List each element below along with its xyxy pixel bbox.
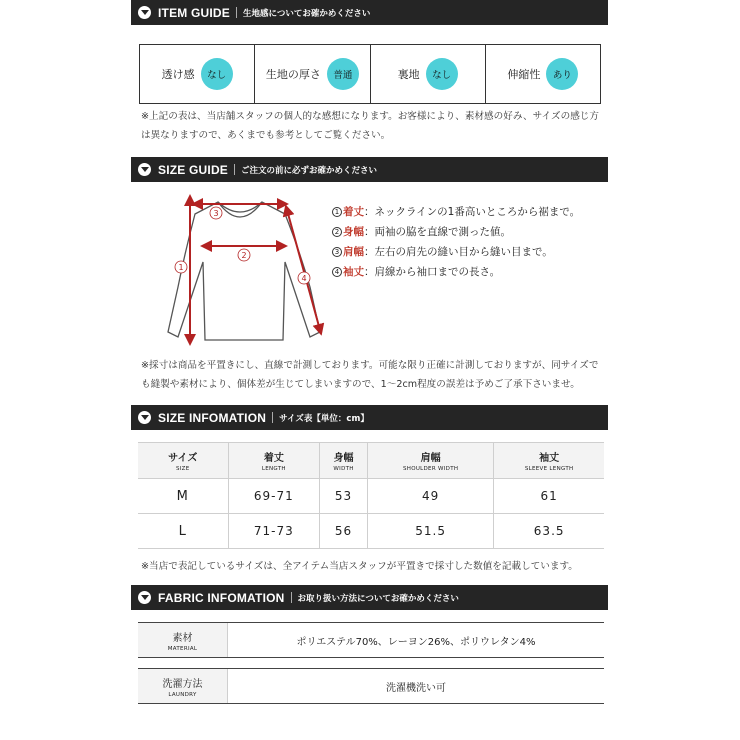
guide-cell-stretch (486, 45, 600, 103)
divider (234, 164, 235, 175)
legend-desc: ：両袖の脇を直線で測った値。 (364, 226, 511, 238)
chevron-down-icon (138, 591, 151, 604)
chevron-down-icon (138, 163, 151, 176)
section-title: ITEM GUIDE (158, 5, 231, 20)
table-row (138, 479, 604, 514)
guide-value-badge: なし (201, 58, 233, 90)
fabric-info-header (131, 585, 608, 610)
laundry-header: 洗濯方法 LAUNDRY (138, 669, 228, 703)
shoulder-cell: 51.5 (367, 514, 493, 549)
note-line: は異なりますので、あくまでも参考としてご覧ください。 (141, 130, 391, 141)
column-header: 着丈 LENGTH (228, 443, 320, 479)
mark-1: 1 (178, 263, 184, 272)
divider (236, 7, 237, 18)
guide-value-badge: あり (546, 58, 578, 90)
legend-row (332, 202, 580, 222)
guide-label: 生地の厚さ (265, 68, 321, 81)
legend-desc: ：左右の肩先の縫い目から縫い目まで。 (364, 246, 553, 258)
table-row (138, 514, 604, 549)
legend-row (332, 262, 580, 282)
table-header-row (138, 443, 604, 479)
legend-key: 着丈 (343, 206, 364, 218)
item-guide-header (131, 0, 608, 25)
size-guide-header (131, 157, 608, 182)
width-cell: 53 (320, 479, 368, 514)
item-guide-note (141, 107, 599, 145)
note-line: ※上記の表は、当店舗スタッフの個人的な感想になります。お客様により、素材感の好み、サイズの感じ方 (141, 111, 599, 122)
divider (272, 412, 273, 423)
size-cell: L (138, 514, 228, 549)
length-cell: 71-73 (228, 514, 320, 549)
legend-row (332, 242, 580, 262)
guide-cell-transparency (140, 45, 255, 103)
guide-value-badge: なし (426, 58, 458, 90)
section-subtitle: ご注文の前に必ずお確かめください (241, 165, 378, 176)
laundry-value: 洗濯機洗い可 (386, 682, 446, 694)
width-cell: 56 (320, 514, 368, 549)
length-cell: 69-71 (228, 479, 320, 514)
material-header: 素材 MATERIAL (138, 623, 228, 657)
legend-desc: ：ネックラインの1番高いところから裾まで。 (364, 206, 581, 218)
guide-label: 透け感 (161, 68, 195, 81)
material-row (138, 622, 604, 658)
mark-4: 4 (301, 274, 307, 283)
material-value: ポリエステル70%、レーヨン26%、ポリウレタン4% (296, 636, 536, 648)
guide-cell-lining (371, 45, 486, 103)
chevron-down-icon (138, 6, 151, 19)
section-subtitle: サイズ表【単位：cm】 (279, 413, 369, 424)
laundry-row (138, 668, 604, 704)
size-cell: M (138, 479, 228, 514)
section-subtitle: お取り扱い方法についてお確かめください (297, 593, 459, 604)
sleeve-cell: 63.5 (494, 514, 604, 549)
legend-desc: ：肩線から袖口までの長さ。 (364, 266, 501, 278)
legend-number: 3 (332, 247, 342, 257)
legend-number: 4 (332, 267, 342, 277)
size-info-header (131, 405, 608, 430)
item-guide-table (139, 44, 601, 104)
chevron-down-icon (138, 411, 151, 424)
size-table (138, 442, 604, 549)
mark-3: 3 (213, 209, 219, 218)
legend-key: 袖丈 (343, 266, 364, 278)
column-header: 肩幅 SHOULDER WIDTH (367, 443, 493, 479)
note-line: ※採寸は商品を平置きにし、直線で計測しております。可能な限り正確に計測しておりますが、同サイズで (141, 360, 599, 371)
column-header: サイズ SIZE (138, 443, 228, 479)
legend-key: 肩幅 (343, 246, 364, 258)
note-line: も縫製や素材により、個体差が生じてしまいますので、1〜2cm程度の誤差は予めご了承下さいませ。 (141, 379, 580, 390)
section-title: FABRIC INFOMATION (158, 590, 285, 605)
shoulder-cell: 49 (367, 479, 493, 514)
mark-2: 2 (241, 251, 247, 260)
shirt-measurement-diagram (150, 192, 330, 347)
legend-number: 2 (332, 227, 342, 237)
column-header: 身幅 WIDTH (320, 443, 368, 479)
legend-number: 1 (332, 207, 342, 217)
guide-cell-thickness (255, 45, 370, 103)
section-subtitle: 生地感についてお確かめください (243, 8, 371, 19)
guide-label: 伸縮性 (507, 68, 541, 81)
sleeve-cell: 61 (494, 479, 604, 514)
size-guide-note (141, 356, 598, 394)
legend-row (332, 222, 580, 242)
guide-value-badge: 普通 (327, 58, 359, 90)
column-header: 袖丈 SLEEVE LENGTH (494, 443, 604, 479)
section-title: SIZE INFOMATION (158, 410, 267, 425)
legend-key: 身幅 (343, 226, 364, 238)
measurement-legend (332, 202, 580, 282)
section-title: SIZE GUIDE (158, 162, 229, 177)
divider (291, 592, 292, 603)
size-table-note: ※当店で表記しているサイズは、全アイテム当店スタッフが平置きで採寸した数値を記載しています。 (141, 561, 578, 572)
guide-label: 裏地 (397, 68, 420, 81)
